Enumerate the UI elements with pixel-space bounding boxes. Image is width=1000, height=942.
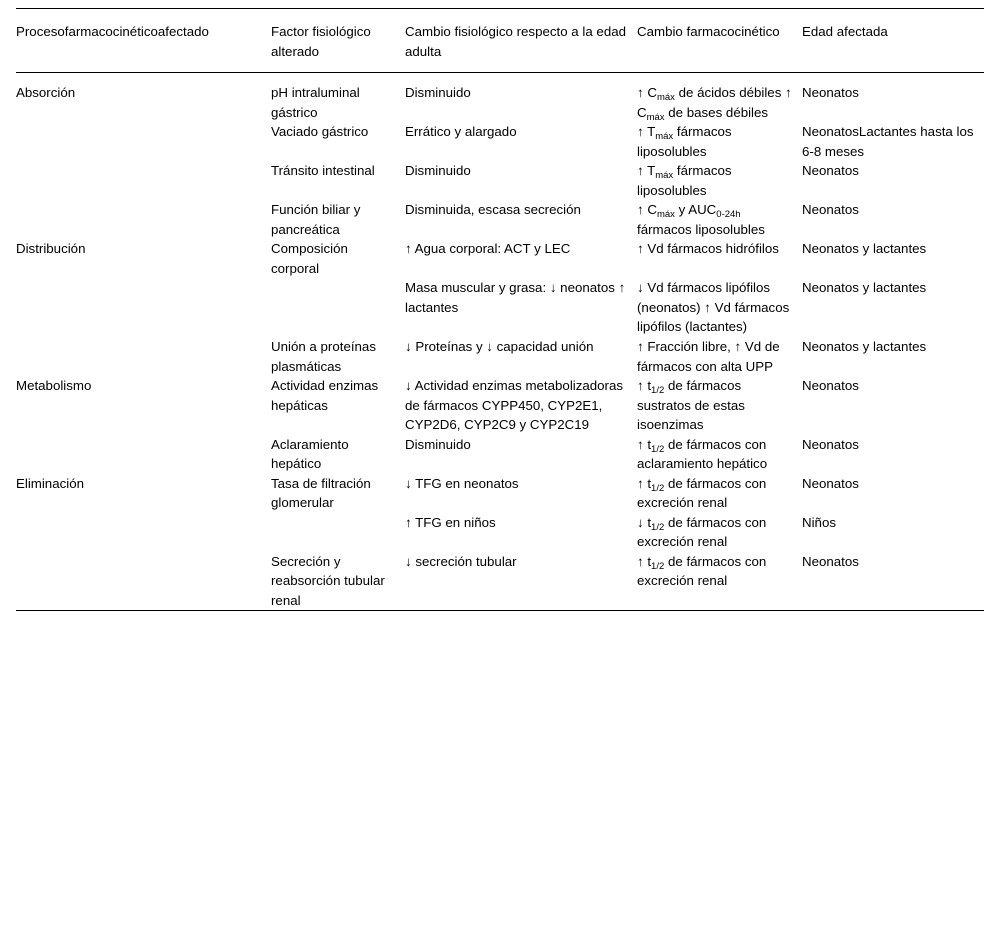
table-row bbox=[16, 337, 984, 376]
table-cell: Neonatos bbox=[802, 553, 859, 569]
table-cell bbox=[16, 337, 271, 376]
table-cell bbox=[271, 278, 405, 337]
table-cell: Neonatos bbox=[802, 202, 859, 218]
table-cell: ↑ Fracción libre, ↑ Vd de fármacos con alta UPP bbox=[637, 338, 780, 374]
table-cell bbox=[16, 435, 271, 474]
table-cell: Disminuido bbox=[405, 436, 471, 452]
table-cell: Neonatos bbox=[802, 378, 859, 394]
table-row bbox=[16, 376, 984, 435]
table-cell: Distribución bbox=[16, 241, 86, 257]
table-cell: ↑ $t_{1/2}$ de fármacos con excreción renal bbox=[637, 553, 767, 589]
table-cell: Neonatos bbox=[802, 475, 859, 491]
table-cell bbox=[16, 278, 271, 337]
table-cell: ↑ $T_{máx}$ fármacos liposolubles bbox=[637, 124, 732, 159]
table-cell: ↓ Vd fármacos lipófilos (neonatos) ↑ Vd fármacos lipófilos (lactantes) bbox=[637, 280, 790, 335]
table-cell: Errático y alargado bbox=[405, 124, 517, 140]
column-header: Procesofarmacocinéticoafectado bbox=[16, 24, 209, 39]
table-cell bbox=[16, 552, 271, 611]
column-header: Factor fisiológico alterado bbox=[271, 24, 371, 59]
table-cell: Neonatos y lactantes bbox=[802, 280, 927, 296]
table-row bbox=[16, 122, 984, 161]
table-cell: ↑ $C_{máx}$ y $AUC_{0-24h}$ fármacos liposolubles bbox=[637, 202, 765, 237]
table-cell: Niños bbox=[802, 514, 836, 530]
table-cell: Masa muscular y grasa: ↓ neonatos ↑ lactantes bbox=[405, 280, 626, 315]
table-row bbox=[16, 278, 984, 337]
table-cell: Vaciado gástrico bbox=[271, 124, 369, 140]
table-row bbox=[16, 513, 984, 552]
table-cell: NeonatosLactantes hasta los 6-8 meses bbox=[802, 124, 974, 159]
table-cell: ↑ Vd fármacos hidrófilos bbox=[637, 241, 779, 257]
table-row bbox=[16, 76, 984, 122]
pharmacokinetics-table bbox=[16, 8, 984, 615]
table-row bbox=[16, 239, 984, 278]
table-cell: ↑ $t_{1/2}$ de fármacos sustratos de estas isoenzimas bbox=[637, 378, 745, 433]
table-cell: ↓ $t_{1/2}$ de fármacos con excreción renal bbox=[637, 514, 767, 550]
table-cell: ↑ $C_{máx}$ de ácidos débiles ↑ $C_{máx}$ de bases débiles bbox=[637, 85, 792, 123]
table-cell: Tasa de filtración glomerular bbox=[271, 475, 371, 511]
table-cell: ↑ TFG en niños bbox=[405, 514, 496, 530]
table-cell: Disminuido bbox=[405, 163, 471, 179]
column-header: Cambio farmacocinético bbox=[637, 24, 780, 39]
table-rule bbox=[16, 611, 984, 616]
table-cell bbox=[16, 200, 271, 239]
table-cell: ↑ $T_{máx}$ fármacos liposolubles bbox=[637, 163, 732, 198]
table-cell: Función biliar y pancreática bbox=[271, 202, 361, 237]
table-cell: ↓ Proteínas y ↓ capacidad unión bbox=[405, 338, 594, 354]
table-cell: Neonatos bbox=[802, 163, 859, 179]
table-cell: Neonatos y lactantes bbox=[802, 241, 927, 257]
table-cell: Neonatos bbox=[802, 85, 859, 101]
table-cell bbox=[16, 513, 271, 552]
table-header-row bbox=[16, 13, 984, 73]
document-page bbox=[0, 8, 1000, 942]
table-cell: Neonatos y lactantes bbox=[802, 338, 927, 354]
table-row bbox=[16, 200, 984, 239]
table-cell: Unión a proteínas plasmáticas bbox=[271, 338, 376, 374]
table-cell: ↓ secreción tubular bbox=[405, 553, 517, 569]
table-cell bbox=[16, 161, 271, 200]
table-cell: Tránsito intestinal bbox=[271, 163, 375, 179]
column-header: Edad afectada bbox=[802, 24, 888, 39]
table-cell: Composición corporal bbox=[271, 241, 348, 276]
table-cell: Secreción y reabsorción tubular renal bbox=[271, 553, 385, 608]
table-cell: ↑ $t_{1/2}$ de fármacos con excreción renal bbox=[637, 475, 767, 511]
table-cell: Disminuido bbox=[405, 85, 471, 101]
table-cell: ↓ TFG en neonatos bbox=[405, 475, 519, 491]
table-rule-cell bbox=[16, 611, 984, 616]
table-cell: Metabolismo bbox=[16, 378, 92, 394]
table-cell: Aclaramiento hepático bbox=[271, 436, 349, 472]
table-cell bbox=[16, 122, 271, 161]
table-cell: Actividad enzimas hepáticas bbox=[271, 378, 379, 413]
table-cell: ↑ $t_{1/2}$ de fármacos con aclaramiento hepático bbox=[637, 436, 768, 472]
table-cell: Neonatos bbox=[802, 436, 859, 452]
table-cell: Eliminación bbox=[16, 475, 84, 491]
table-row bbox=[16, 552, 984, 611]
table-cell bbox=[271, 513, 405, 552]
table-cell: Absorción bbox=[16, 85, 76, 101]
table-cell: ↓ Actividad enzimas metabolizadoras de fármacos CYPP450, CYP2E1, CYP2D6, CYP2C9 y CYP2C19 bbox=[405, 378, 624, 433]
table-cell: Disminuida, escasa secreción bbox=[405, 202, 581, 218]
table-cell: pH intraluminal gástrico bbox=[271, 85, 360, 120]
table-row bbox=[16, 435, 984, 474]
table-row bbox=[16, 161, 984, 200]
column-header: Cambio fisiológico respecto a la edad adulta bbox=[405, 24, 627, 59]
table-row bbox=[16, 474, 984, 513]
table-cell: ↑ Agua corporal: ACT y LEC bbox=[405, 241, 571, 257]
